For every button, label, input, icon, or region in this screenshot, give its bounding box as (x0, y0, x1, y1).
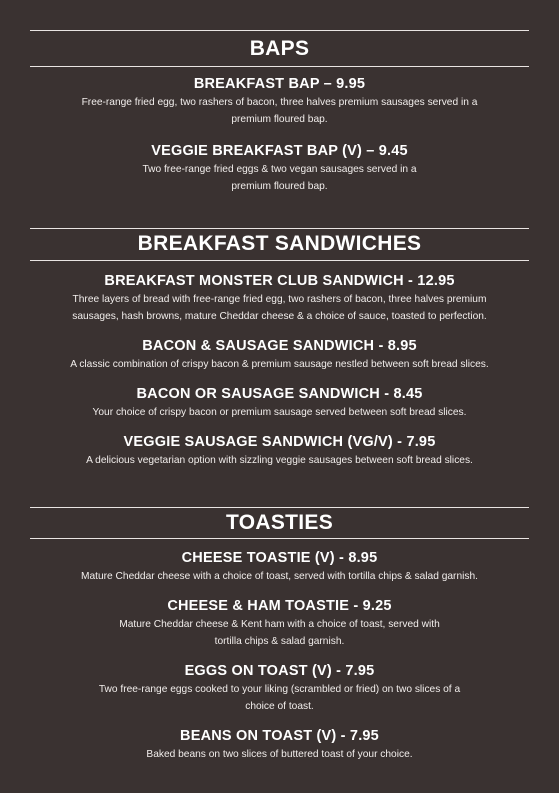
menu-item (30, 597, 529, 650)
item-description-line: premium floured bap. (231, 181, 328, 192)
item-description-line: Mature Cheddar cheese & Kent ham with a choice of toast, served with (119, 619, 440, 630)
menu-item (30, 272, 529, 325)
item-description-line: Two free-range fried eggs & two vegan sausages served in a (142, 164, 417, 175)
item-description-line: Mature Cheddar cheese with a choice of toast, served with tortilla chips & salad garnish. (81, 571, 478, 582)
item-description-line: sausages, hash browns, mature Cheddar cheese & a choice of sauce, toasted to perfection. (72, 311, 487, 322)
item-name: BACON & SAUSAGE SANDWICH - 8.95 (142, 338, 417, 354)
section-bottom-rule (30, 538, 529, 539)
item-name: VEGGIE BREAKFAST BAP (V) – 9.45 (151, 143, 408, 159)
item-name: VEGGIE SAUSAGE SANDWICH (VG/V) - 7.95 (123, 434, 436, 450)
item-description-line: A classic combination of crispy bacon & premium sausage nestled between soft bread slices. (70, 359, 489, 370)
item-name: BREAKFAST MONSTER CLUB SANDWICH - 12.95 (104, 273, 455, 289)
item-description-line: Free-range fried egg, two rashers of bacon, three halves premium sausages served in a (81, 97, 478, 108)
menu-item (30, 142, 529, 195)
section-toasties (30, 507, 529, 763)
item-name: BEANS ON TOAST (V) - 7.95 (180, 728, 379, 744)
menu-item (30, 662, 529, 715)
section-baps (30, 30, 529, 195)
item-description-line: Three layers of bread with free-range fried egg, two rashers of bacon, three halves premium (72, 294, 487, 305)
item-description-line: A delicious vegetarian option with sizzling veggie sausages between soft bread slices. (86, 455, 473, 466)
item-name: BREAKFAST BAP – 9.95 (193, 76, 366, 92)
item-name: CHEESE TOASTIE (V) - 8.95 (181, 550, 378, 566)
item-description-line: premium floured bap. (231, 114, 328, 125)
section-title: BAPS (249, 37, 310, 60)
item-description-line: Two free-range eggs cooked to your liking (scrambled or fried) on two slices of a (98, 684, 461, 695)
menu-item (30, 727, 529, 763)
menu-item (30, 433, 529, 469)
section-bottom-rule (30, 260, 529, 261)
section-title: BREAKFAST SANDWICHES (137, 232, 422, 255)
section-breakfast-sandwiches (30, 228, 529, 469)
item-description-line: choice of toast. (245, 701, 314, 712)
item-name: CHEESE & HAM TOASTIE - 9.25 (167, 598, 392, 614)
item-description-line: Your choice of crispy bacon or premium sausage served between soft bread slices. (92, 407, 467, 418)
item-name: EGGS ON TOAST (V) - 7.95 (184, 663, 375, 679)
menu-item (30, 75, 529, 128)
menu-item (30, 337, 529, 373)
item-description-line: tortilla chips & salad garnish. (214, 636, 345, 647)
menu-item (30, 385, 529, 421)
item-name: BACON OR SAUSAGE SANDWICH - 8.45 (136, 386, 423, 402)
section-title: TOASTIES (225, 511, 334, 534)
section-top-rule (30, 30, 529, 31)
item-description-line: Baked beans on two slices of buttered toast of your choice. (146, 749, 413, 760)
section-bottom-rule (30, 66, 529, 67)
menu-item (30, 549, 529, 585)
